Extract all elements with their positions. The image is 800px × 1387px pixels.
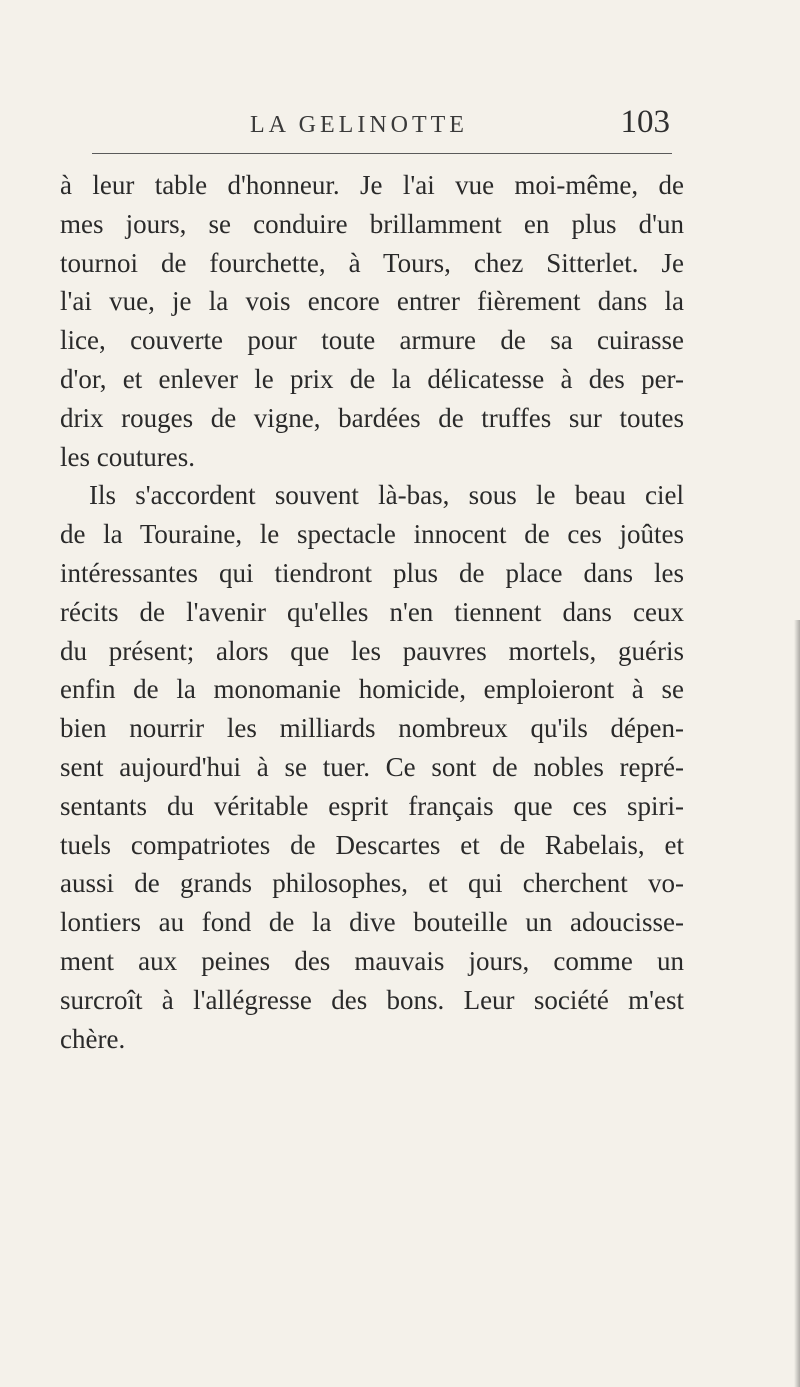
- text-line: mes jours, se conduire brillamment en plus d'un: [60, 208, 684, 239]
- text-line: intéressantes qui tiendront plus de place dans les: [60, 557, 684, 588]
- text-line: drix rouges de vigne, bardées de truffes sur toutes: [60, 402, 684, 433]
- text-line: récits de l'avenir qu'elles n'en tiennent dans ceux: [60, 596, 684, 627]
- text-line: de la Touraine, le spectacle innocent de ces joûtes: [60, 519, 684, 550]
- running-title: LA GELINOTTE: [250, 112, 468, 138]
- text-line: ment aux peines des mauvais jours, comme un: [60, 945, 684, 976]
- text-line: bien nourrir les milliards nombreux qu'ils dépen-: [60, 713, 684, 744]
- text-line: à leur table d'honneur. Je l'ai vue moi-même, de: [60, 170, 684, 200]
- text-line: Ils s'accordent souvent là-bas, sous le beau ciel: [89, 480, 684, 511]
- header-rule: [92, 153, 672, 154]
- body-text: [60, 166, 684, 1058]
- text-line: sentants du véritable esprit français que ces spiri-: [60, 790, 684, 821]
- page-header: [150, 102, 670, 142]
- text-line: tournoi de fourchette, à Tours, chez Sitterlet. Je: [60, 247, 684, 278]
- page-edge-shadow: [794, 620, 800, 1387]
- text-line: lice, couverte pour toute armure de sa cuirasse: [60, 325, 684, 356]
- text-line: d'or, et enlever le prix de la délicatesse à des per-: [60, 363, 684, 394]
- text-line: chère.: [60, 1023, 126, 1054]
- text-line: les coutures.: [60, 441, 195, 472]
- text-line: aussi de grands philosophes, et qui cherchent vo-: [60, 868, 684, 899]
- text-line: lontiers au fond de la dive bouteille un adoucisse-: [60, 907, 684, 938]
- text-line: l'ai vue, je la vois encore entrer fièrement dans la: [60, 286, 684, 317]
- text-line: tuels compatriotes de Descartes et de Rabelais, et: [60, 829, 684, 860]
- page-number: 103: [620, 104, 670, 140]
- text-line: sent aujourd'hui à se tuer. Ce sont de nobles repré-: [60, 751, 684, 782]
- text-line: surcroît à l'allégresse des bons. Leur société m'est: [60, 984, 684, 1015]
- text-line: du présent; alors que les pauvres mortels, guéris: [60, 635, 684, 666]
- text-line: enfin de la monomanie homicide, emploieront à se: [60, 674, 684, 705]
